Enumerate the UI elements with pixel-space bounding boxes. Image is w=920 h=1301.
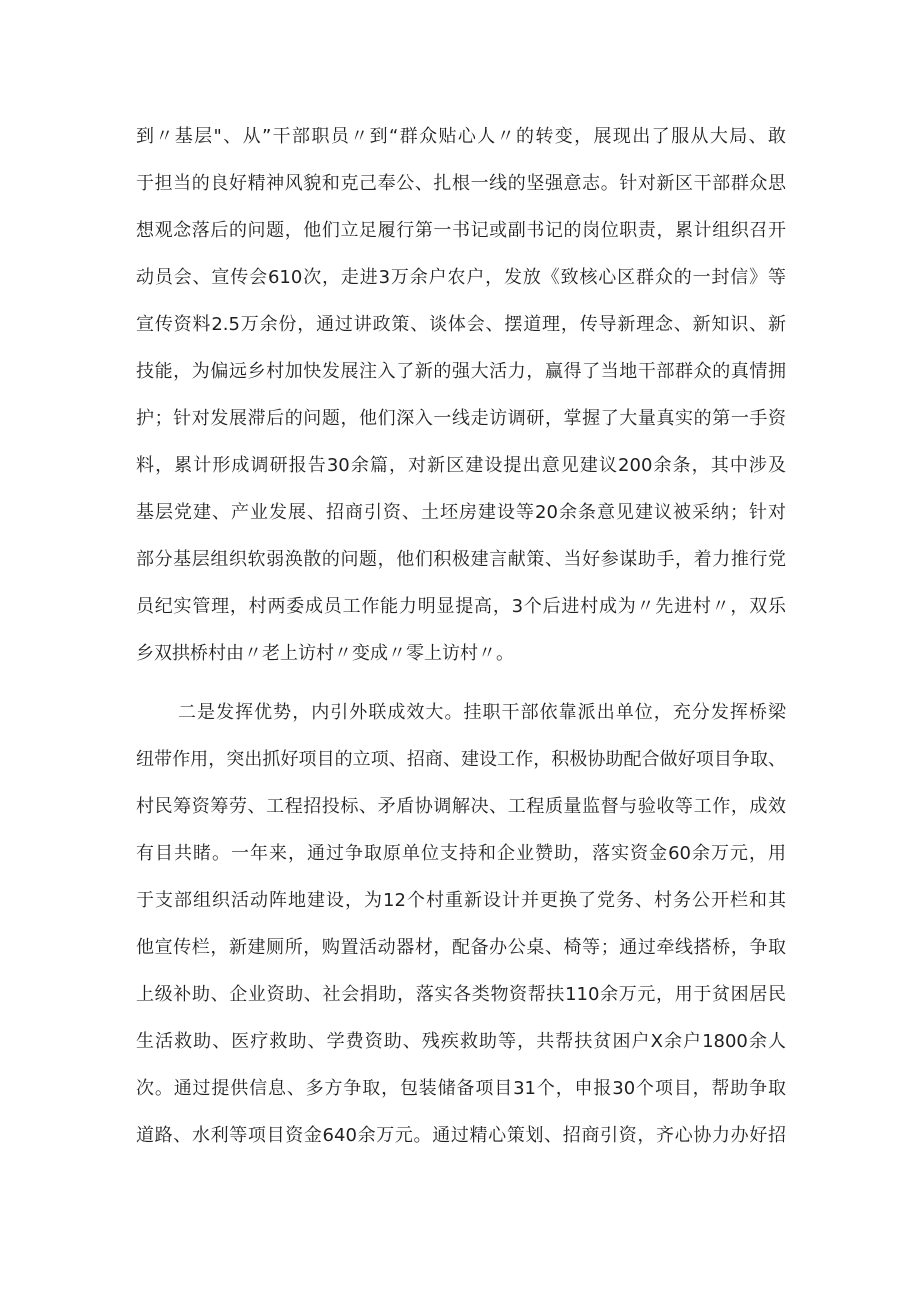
paragraph-line: 部分基层组织软弱涣散的问题，他们积极建言献策、当好参谋助手，着力推行党 [136, 549, 786, 570]
paragraph-line: 次。通过提供信息、多方争取，包装储备项目31个，申报30个项目，帮助争取 [136, 1078, 786, 1099]
paragraph-line: 技能，为偏远乡村加快发展注入了新的强大活力，赢得了当地干部群众的真情拥 [136, 361, 786, 382]
paragraph-line: 护；针对发展滞后的问题，他们深入一线走访调研，掌握了大量真实的第一手资 [136, 408, 786, 429]
paragraph-line: 基层党建、产业发展、招商引资、土坯房建设等20余条意见建议被采纳；针对 [136, 502, 786, 523]
paragraph-line: 于支部组织活动阵地建设，为12个村重新设计并更换了党务、村务公开栏和其 [136, 890, 786, 911]
paragraph-line: 想观念落后的问题，他们立足履行第一书记或副书记的岗位职责，累计组织召开 [136, 220, 786, 241]
paragraph-line: 他宣传栏，新建厕所，购置活动器材，配备办公桌、椅等；通过牵线搭桥，争取 [136, 937, 786, 958]
paragraph-line: 宣传资料2.5万余份，通过讲政策、谈体会、摆道理，传导新理念、新知识、新 [136, 314, 786, 335]
paragraph-line: 员纪实管理，村两委成员工作能力明显提高，3个后进村成为〃先进村〃，双乐 [136, 596, 786, 617]
paragraph-line: 有目共睹。一年来，通过争取原单位支持和企业赞助，落实资金60余万元，用 [136, 843, 786, 864]
paragraph-line: 纽带作用，突出抓好项目的立项、招商、建设工作，积极协助配合做好项目争取、 [136, 749, 786, 770]
paragraph-line: 上级补助、企业资助、社会捐助，落实各类物资帮扶110余万元，用于贫困居民 [136, 984, 786, 1005]
paragraph-line: 料，累计形成调研报告30余篇，对新区建设提出意见建议200余条，其中涉及 [136, 455, 786, 476]
paragraph-line: 道路、水利等项目资金640余万元。通过精心策划、招商引资，齐心协力办好招 [136, 1125, 786, 1146]
paragraph-first-line: 二是发挥优势，内引外联成效大。挂职干部依靠派出单位，充分发挥桥梁 [178, 702, 786, 723]
paragraph-line: 动员会、宣传会610次，走进3万余户农户，发放《致核心区群众的一封信》等 [136, 267, 786, 288]
paragraph-line: 到〃基层"、从”干部职员〃到“群众贴心人〃的转变，展现出了服从大局、敢 [136, 126, 786, 147]
paragraph-line: 生活救助、医疗救助、学费资助、残疾救助等，共帮扶贫困户X余户1800余人 [136, 1031, 786, 1052]
paragraph-line: 于担当的良好精神风貌和克己奉公、扎根一线的坚强意志。针对新区干部群众思 [136, 173, 786, 194]
paragraph-line: 村民筹资筹劳、工程招投标、矛盾协调解决、工程质量监督与验收等工作，成效 [136, 796, 786, 817]
paragraph-line: 乡双拱桥村由〃老上访村〃变成〃零上访村〃。 [136, 643, 514, 664]
